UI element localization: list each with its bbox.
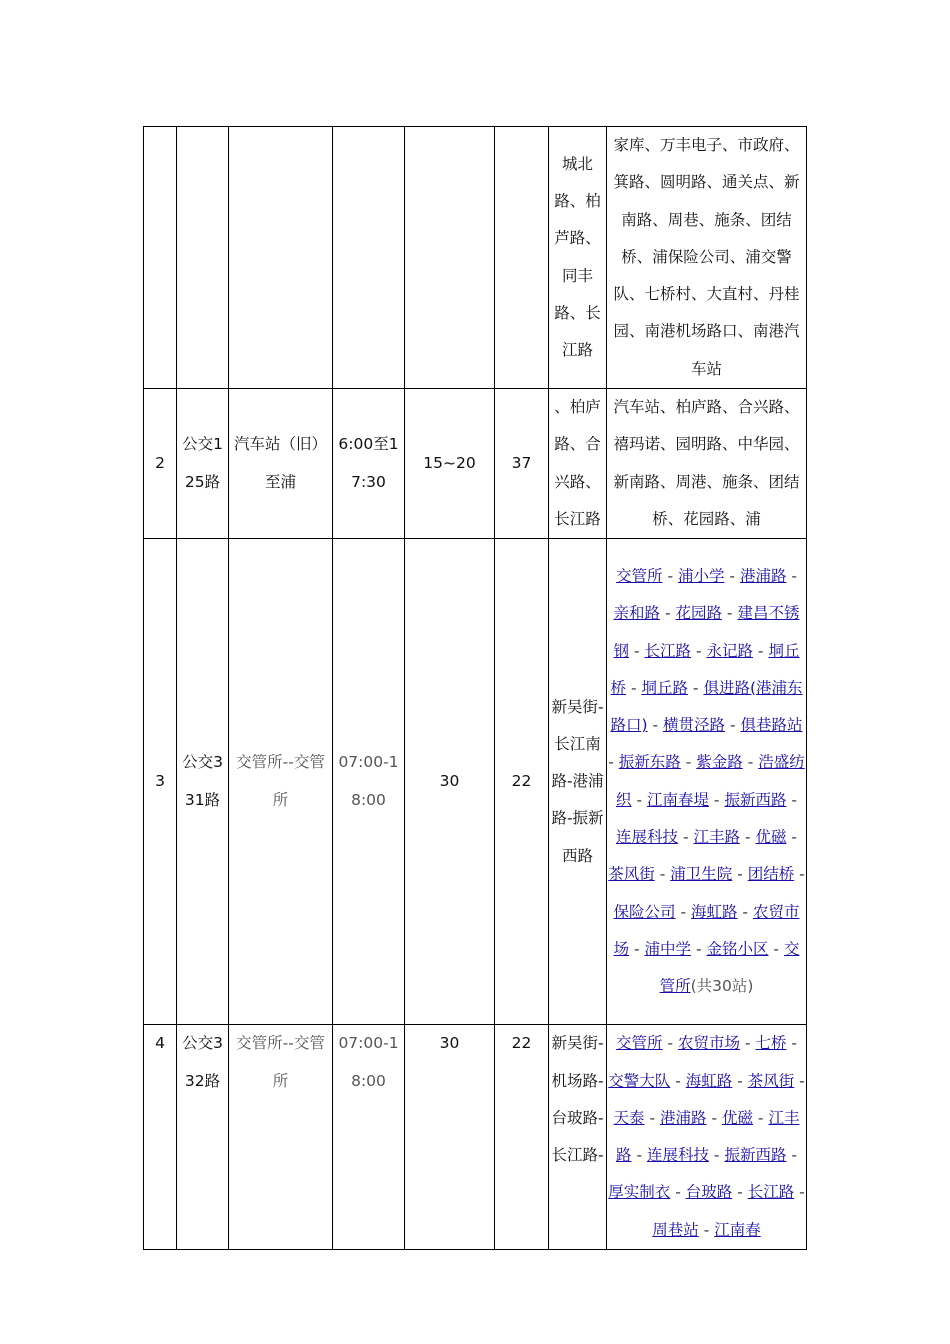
stop-separator: - <box>675 902 691 921</box>
stop-separator: - <box>706 1108 722 1127</box>
stop-separator: - <box>786 566 797 585</box>
stop-link[interactable]: 浩盛纺织 <box>616 753 805 809</box>
stop-link[interactable]: 交管所 <box>659 939 800 996</box>
route-roads: 新吴街-机场路-台玻路-长江路- <box>549 1025 607 1250</box>
route-roads: 新吴街-长江南路-港浦路-振新西路 <box>549 539 607 1025</box>
stop-separator: - <box>629 939 645 958</box>
stop-link[interactable]: 建昌不锈钢 <box>613 604 800 660</box>
stop-separator: - <box>691 641 707 660</box>
stop-link-list <box>608 567 804 995</box>
stop-link[interactable]: 连展科技 <box>616 828 679 847</box>
route-fare: 22 <box>495 539 549 1025</box>
stop-separator: - <box>768 939 784 958</box>
stop-separator: - <box>660 604 676 623</box>
route-stops <box>607 539 807 1025</box>
stop-separator: - <box>662 1034 678 1053</box>
stop-link[interactable]: 交警大队 <box>608 1071 671 1090</box>
route-line: 公交332路 <box>177 1025 229 1250</box>
stop-link[interactable]: 港浦路 <box>739 566 787 585</box>
stop-separator: - <box>786 1146 797 1165</box>
stop-separator: - <box>631 1146 647 1165</box>
stop-separator: - <box>786 1034 797 1053</box>
stop-link[interactable]: 振新东路 <box>618 753 681 772</box>
route-time: 6:00至17:30 <box>333 389 405 539</box>
route-fare: 22 <box>495 1025 549 1250</box>
route-stops <box>607 1025 807 1250</box>
stop-separator: - <box>647 716 664 735</box>
route-time: 07:00-18:00 <box>333 539 405 1025</box>
stop-link[interactable]: 振新西路 <box>724 790 787 809</box>
table-row <box>144 1025 807 1250</box>
route-line: 公交331路 <box>177 539 229 1025</box>
route-interval: 30 <box>405 539 495 1025</box>
stop-separator: - <box>739 828 756 847</box>
route-line <box>177 127 229 389</box>
stop-link[interactable]: 天泰 <box>613 1108 645 1127</box>
stop-separator: - <box>687 678 704 697</box>
route-line: 公交125路 <box>177 389 229 539</box>
stop-link[interactable]: 农贸市场 <box>677 1034 740 1053</box>
stop-link[interactable]: 江南春堤 <box>646 790 709 809</box>
stop-separator: - <box>629 641 645 660</box>
stop-separator: - <box>626 678 642 697</box>
stop-link[interactable]: 花园路 <box>675 604 722 623</box>
stop-link[interactable]: 保险公司 <box>613 902 676 921</box>
stop-link[interactable]: 浦小学 <box>677 566 725 585</box>
route-fare: 37 <box>495 389 549 539</box>
bus-route-table <box>143 126 807 1250</box>
route-interval: 30 <box>405 1025 495 1250</box>
stop-link[interactable]: 垌丘路 <box>641 678 688 697</box>
stop-link[interactable]: 交管所 <box>616 566 663 585</box>
route-roads: 、柏庐路、合兴路、长江路 <box>549 389 607 539</box>
stop-link[interactable]: 茶风街 <box>608 865 655 884</box>
route-stops: 汽车站、柏庐路、合兴路、禧玛诺、园明路、中华园、新南路、周港、施条、团结桥、花园路、浦 <box>607 389 807 539</box>
stop-separator: - <box>732 865 748 884</box>
stop-link[interactable]: 俱进路(港浦东路口) <box>610 678 803 735</box>
stop-link[interactable]: 俱巷路站 <box>740 716 803 735</box>
stop-link[interactable]: 垌丘桥 <box>610 641 800 697</box>
stop-separator: - <box>794 865 805 884</box>
table-row <box>144 539 807 1025</box>
stop-link[interactable]: 海虹路 <box>685 1071 733 1090</box>
stop-separator: - <box>739 1034 756 1053</box>
route-interval <box>405 127 495 389</box>
stop-link[interactable]: 连展科技 <box>646 1146 709 1165</box>
stop-separator: - <box>608 753 619 772</box>
route-number: 3 <box>144 539 177 1025</box>
stop-link[interactable]: 横贯泾路 <box>663 716 726 735</box>
stop-separator: - <box>678 828 694 847</box>
route-number: 2 <box>144 389 177 539</box>
stop-separator: - <box>794 1183 805 1202</box>
stop-link[interactable]: 长江路 <box>747 1183 795 1202</box>
stop-link[interactable]: 永记路 <box>706 641 753 660</box>
stop-link[interactable]: 优磁 <box>755 828 787 847</box>
stop-separator: - <box>786 828 797 847</box>
stop-separator: - <box>794 1071 805 1090</box>
stop-separator: - <box>654 865 671 884</box>
stop-link[interactable]: 浦中学 <box>644 939 692 958</box>
stop-separator: - <box>708 1146 725 1165</box>
stop-separator: - <box>722 604 738 623</box>
stop-separator: - <box>737 902 753 921</box>
stop-link[interactable]: 农贸市场 <box>613 902 800 958</box>
stop-link[interactable]: 港浦路 <box>660 1108 707 1127</box>
stop-link[interactable]: 周巷站 <box>652 1220 699 1239</box>
stop-link[interactable]: 海虹路 <box>690 902 738 921</box>
table-row <box>144 389 807 539</box>
stop-link[interactable]: 台玻路 <box>685 1183 733 1202</box>
stop-separator: - <box>644 1108 660 1127</box>
stop-separator: - <box>752 641 769 660</box>
stop-separator: - <box>752 1108 769 1127</box>
route-time: 07:00-18:00 <box>333 1025 405 1250</box>
stop-separator: - <box>708 790 725 809</box>
stop-separator: - <box>670 1071 686 1090</box>
route-fare <box>495 127 549 389</box>
stop-link[interactable]: 江南春 <box>714 1220 761 1239</box>
route-time <box>333 127 405 389</box>
stop-link[interactable]: 江丰路 <box>693 828 740 847</box>
route-number: 4 <box>144 1025 177 1250</box>
stop-separator: - <box>742 753 759 772</box>
stop-count: (共30站) <box>690 977 754 996</box>
stop-separator: - <box>670 1183 686 1202</box>
stop-separator: - <box>725 716 741 735</box>
stop-separator: - <box>698 1220 715 1239</box>
route-terminal: 交管所--交管所 <box>229 1025 333 1250</box>
route-interval: 15~20 <box>405 389 495 539</box>
stop-link[interactable]: 江丰路 <box>616 1108 800 1165</box>
stop-link[interactable]: 紫金路 <box>696 753 743 772</box>
stop-link[interactable]: 优磁 <box>721 1108 753 1127</box>
stop-link[interactable]: 长江路 <box>644 641 692 660</box>
stop-link[interactable]: 七桥 <box>755 1034 787 1053</box>
stop-link[interactable]: 亲和路 <box>613 604 661 623</box>
route-roads: 城北路、柏芦路、同丰路、长江路 <box>549 127 607 389</box>
stop-link[interactable]: 金铭小区 <box>706 939 769 958</box>
stop-link[interactable]: 茶风街 <box>747 1071 795 1090</box>
route-terminal: 交管所--交管所 <box>229 539 333 1025</box>
stop-link[interactable]: 浦卫生院 <box>670 865 733 884</box>
table-row <box>144 127 807 389</box>
stop-link[interactable]: 团结桥 <box>747 865 795 884</box>
route-number <box>144 127 177 389</box>
stop-separator: - <box>786 790 797 809</box>
stop-separator: - <box>732 1183 748 1202</box>
stop-separator: - <box>691 939 707 958</box>
stop-separator: - <box>724 566 740 585</box>
route-terminal: 汽车站（旧）至浦 <box>229 389 333 539</box>
stop-separator: - <box>662 566 678 585</box>
route-terminal <box>229 127 333 389</box>
route-stops: 家库、万丰电子、市政府、箕路、圆明路、通关点、新南路、周巷、施条、团结桥、浦保险公司、浦交警队、七桥村、大直村、丹桂园、南港机场路口、南港汽车站 <box>607 127 807 389</box>
stop-separator: - <box>680 753 697 772</box>
stop-link-list <box>608 1034 804 1238</box>
stop-link[interactable]: 振新西路 <box>724 1146 787 1165</box>
stop-separator: - <box>631 790 647 809</box>
stop-link[interactable]: 厚实制衣 <box>608 1183 671 1202</box>
stop-link[interactable]: 交管所 <box>616 1034 663 1053</box>
stop-separator: - <box>732 1071 748 1090</box>
